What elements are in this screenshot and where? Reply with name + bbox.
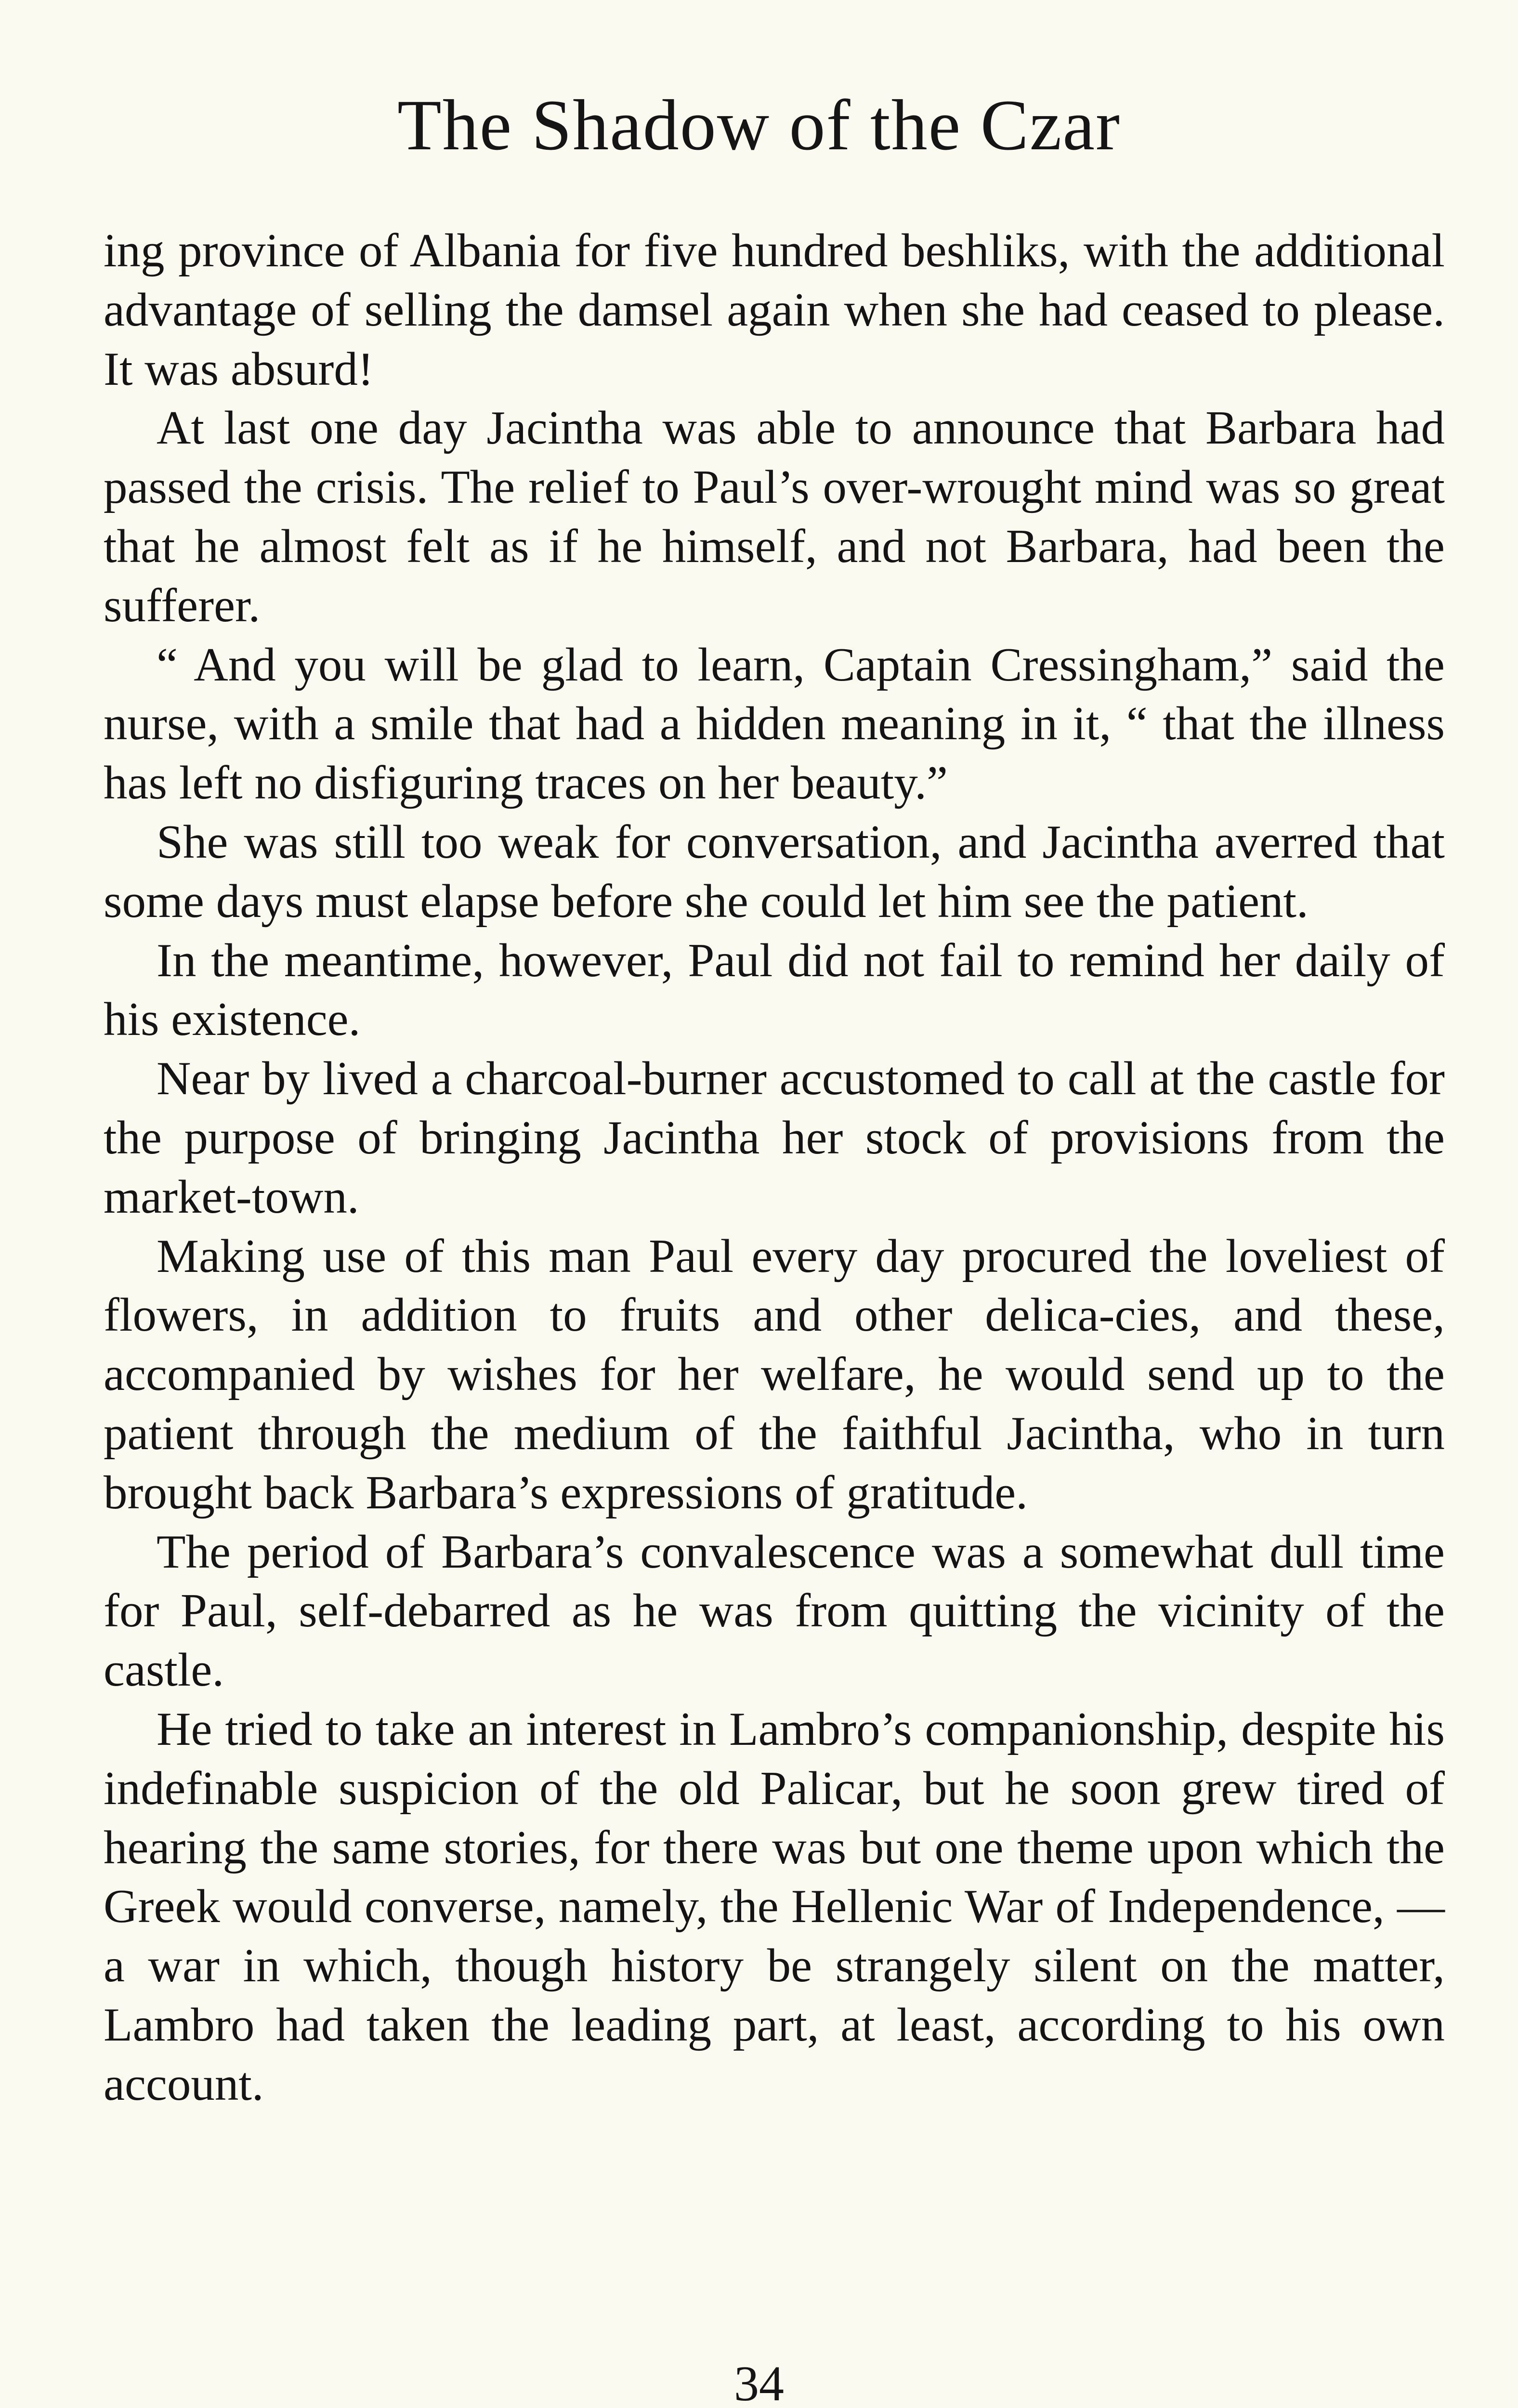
paragraph-8: The period of Barbara’s convalescence was a somewhat dull time for Paul, self-debarred as he was from quitting the vicinity of the castle.: [104, 1525, 1445, 1697]
paragraph-3: “ And you will be glad to learn, Captain Cressingham,” said the nurse, with a smile that had a hidden meaning in it, “ that the illness has left no disfiguring traces on her beauty.”: [104, 638, 1445, 810]
paragraph-4: She was still too weak for conversation, and Jacintha averred that some days must elapse before she could let him see the patient.: [104, 815, 1445, 928]
body-text: [104, 222, 1445, 2114]
running-title: The Shadow of the Czar: [397, 85, 1121, 165]
paragraph-5: In the meantime, however, Paul did not fail to remind her daily of his existence.: [104, 934, 1445, 1046]
paragraph-6: Near by lived a charcoal-burner accustomed to call at the castle for the purpose of bringing Jacintha her stock of provisions from the market-town.: [104, 1052, 1445, 1223]
paragraph-9: He tried to take an interest in Lambro’s companionship, despite his indefinable suspicion of the old Palicar, but he soon grew tired of hearing the same stories, for there was but one theme upon which the Greek would converse, namely, the Hellenic War of Independence, — a war in which, though history be strangely silent on the matter, Lambro had taken the leading part, at least, according to his own account.: [104, 1702, 1445, 2110]
paragraph-1: ing province of Albania for five hundred beshliks, with the additional advantage of selling the damsel again when she had ceased to please. It was absurd!: [104, 224, 1445, 395]
page-number: 34: [734, 2356, 784, 2408]
paragraph-7: Making use of this man Paul every day procured the loveliest of flowers, in addition to fruits and other delica-cies, and these, accompanied by wishes for her welfare, he would send up to the patient through the medium of the faithful Jacintha, who in turn brought back Barbara’s expressions of gratitude.: [104, 1230, 1445, 1519]
paragraph-2: At last one day Jacintha was able to announce that Barbara had passed the crisis. The relief to Paul’s over-wrought mind was so great that he almost felt as if he himself, and not Barbara, had been the sufferer.: [104, 402, 1445, 632]
